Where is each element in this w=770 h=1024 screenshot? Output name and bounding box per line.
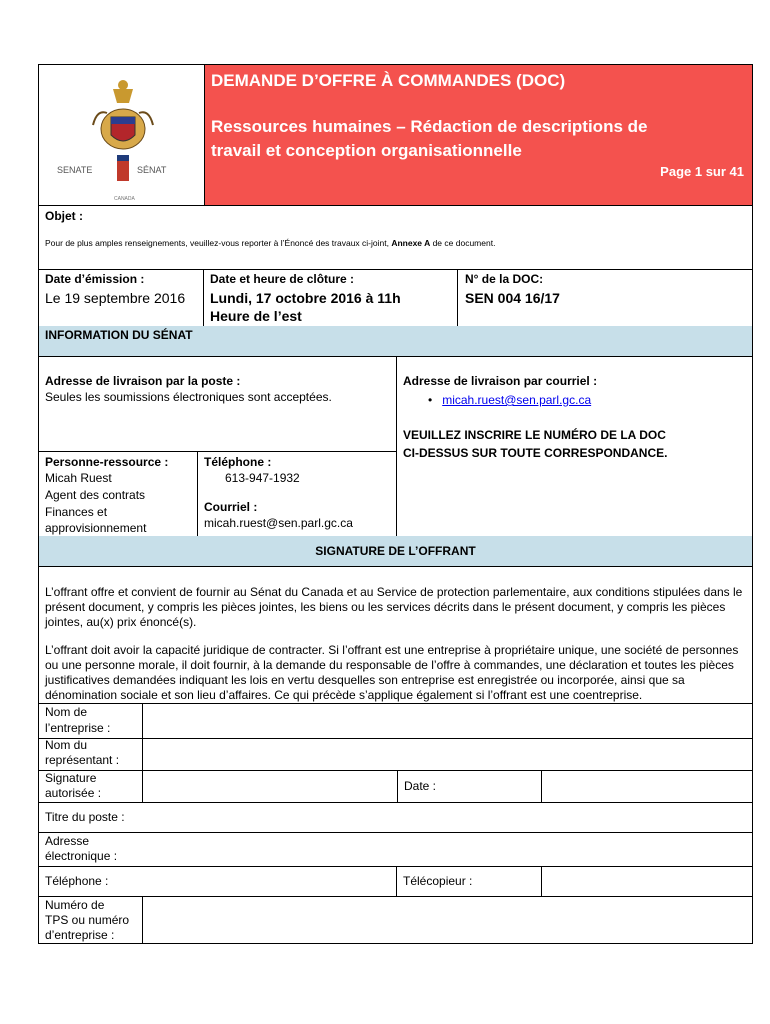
contact-title-3: approvisionnement [45,521,147,535]
contact-title-1: Agent des contrats [45,488,146,502]
row-titre [38,802,753,833]
phone-mail-cell [197,451,397,537]
courriel-label: Adresse de livraison par courriel : [403,374,598,388]
bullet-icon: • [428,393,443,407]
doc-number-label: N° de la DOC: [465,272,544,286]
nom-entreprise-field[interactable] [144,704,752,738]
signature-heading: SIGNATURE DE L’OFFRANT [315,544,476,558]
seal-senat-text: SÉNAT [137,165,167,175]
page-number: Page 1 sur 41 [660,164,744,179]
date-field[interactable] [542,770,752,802]
telephone-label: Téléphone : [45,874,109,888]
header-title-cell [204,64,753,206]
emission-value: Le 19 septembre 2016 [45,290,186,306]
senat-heading-bar [38,326,753,357]
row-signature [38,770,753,803]
telecopieur-field[interactable] [542,866,752,896]
date-label: Date : [404,779,437,793]
titre-field[interactable] [144,802,752,832]
tel-label: Téléphone : [204,455,272,469]
telecopieur-label: Télécopieur : [403,874,473,888]
emission-label: Date d’émission : [45,272,145,286]
tps-label-2: TPS ou numéro [45,913,130,927]
cloture-cell [204,269,458,326]
document-subtitle-2: travail et conception organisationnelle [211,141,522,160]
nom-representant-field[interactable] [144,738,752,770]
tps-label-1: Numéro de [45,898,105,912]
contact-title-2: Finances et [45,505,108,519]
mail-label: Courriel : [204,500,258,514]
telephone-field[interactable] [396,866,542,896]
senat-right-cell [396,356,753,537]
row-nom-entreprise [38,703,753,739]
cloture-value-1: Lundi, 17 octobre 2016 à 11h [210,290,401,306]
tel-value: 613-947-1932 [225,471,300,485]
tps-label-cell [39,896,143,943]
objet-annex: Annexe A [391,238,431,248]
contact-label: Personne-ressource : [45,455,169,469]
adresse-label-1: Adresse [45,834,90,848]
nom-entreprise-label-1: Nom de [45,705,88,719]
signature-field[interactable] [144,770,398,802]
adresse-field[interactable] [144,832,752,866]
doc-number-value: SEN 004 16/17 [465,290,560,306]
signature-text-area [38,566,753,704]
contact-cell [38,451,198,537]
row-telephone [38,866,753,897]
seal-canada-text: CANADA [114,196,135,202]
senat-left-upper [38,356,397,452]
notice-line-1: VEUILLEZ INSCRIRE LE NUMÉRO DE LA DOC [403,428,666,442]
titre-label: Titre du poste : [45,810,125,824]
dates-row [38,269,753,327]
doc-number-cell [459,269,754,326]
objet-text [45,238,495,248]
notice-line-2: CI-DESSUS SUR TOUTE CORRESPONDANCE. [403,446,668,460]
tps-field[interactable] [144,896,752,943]
nom-rep-label-cell [39,738,143,770]
signature-para-1: L’offrant offre et convient de fournir au Sénat du Canada et au Service de protection parlementaire, aux conditions stipulées dans le présent document, y compris les pièces jointes, les biens ou les services décrits dans le présent document, y compris les pièces jointes, au(x) prix énoncé(s). [45,585,743,629]
signature-heading-bar [38,536,753,567]
objet-text-before: Pour de plus amples renseignements, veuillez-vous reporter à l’Énoncé des travaux ci-joint, [45,238,392,248]
document-subtitle-1: Ressources humaines – Rédaction de descriptions de [211,117,648,136]
row-nom-representant [38,738,753,771]
nom-rep-label-2: représentant : [45,753,120,767]
signature-label-1: Signature [45,771,97,785]
row-adresse [38,832,753,867]
senat-heading: INFORMATION DU SÉNAT [45,328,193,342]
header-logo-cell [38,64,205,206]
emission-cell [39,269,204,326]
signature-label-2: autorisée : [45,786,102,800]
tps-label-3: d’entreprise : [45,928,115,942]
objet-text-after: de ce document. [430,238,496,248]
courriel-bullet [428,393,591,407]
poste-label: Adresse de livraison par la poste : [45,374,241,388]
courriel-email-link[interactable]: micah.ruest@sen.parl.gc.ca [442,393,592,407]
row-tps [38,896,753,944]
mail-value: micah.ruest@sen.parl.gc.ca [204,516,353,530]
nom-entreprise-label-cell [39,704,143,738]
nom-entreprise-label-2: l’entreprise : [45,721,111,735]
poste-text: Seules les soumissions électroniques sont acceptées. [45,390,332,404]
cloture-label: Date et heure de clôture : [210,272,355,286]
signature-label-cell [39,770,143,802]
objet-label: Objet : [45,209,83,223]
cloture-value-2: Heure de l’est [210,308,302,324]
contact-name: Micah Ruest [45,471,112,485]
signature-para-2: L’offrant doit avoir la capacité juridique de contracter. Si l’offrant est une entreprise à propriétaire unique, une société de personnes ou une personne morale, il doit fournir, à la demande du responsable de l’offre à commandes, une déclaration et toutes les pièces justificatives demandées indiquant les lois en vertu desquelles son entreprise est enregistrée ou incorporée, ainsi que sa dénomination sociale et son lieu d’affaires. Ce qui précède s’applique également si l’offrant est une coentreprise. [45,643,739,702]
nom-rep-label-1: Nom du [45,738,88,752]
date-label-cell [398,770,542,802]
seal-senate-text: SENATE [57,165,93,175]
document-title: DEMANDE D’OFFRE À COMMANDES (DOC) [211,71,566,90]
adresse-label-2: électronique : [45,849,118,863]
objet-section [38,205,753,270]
